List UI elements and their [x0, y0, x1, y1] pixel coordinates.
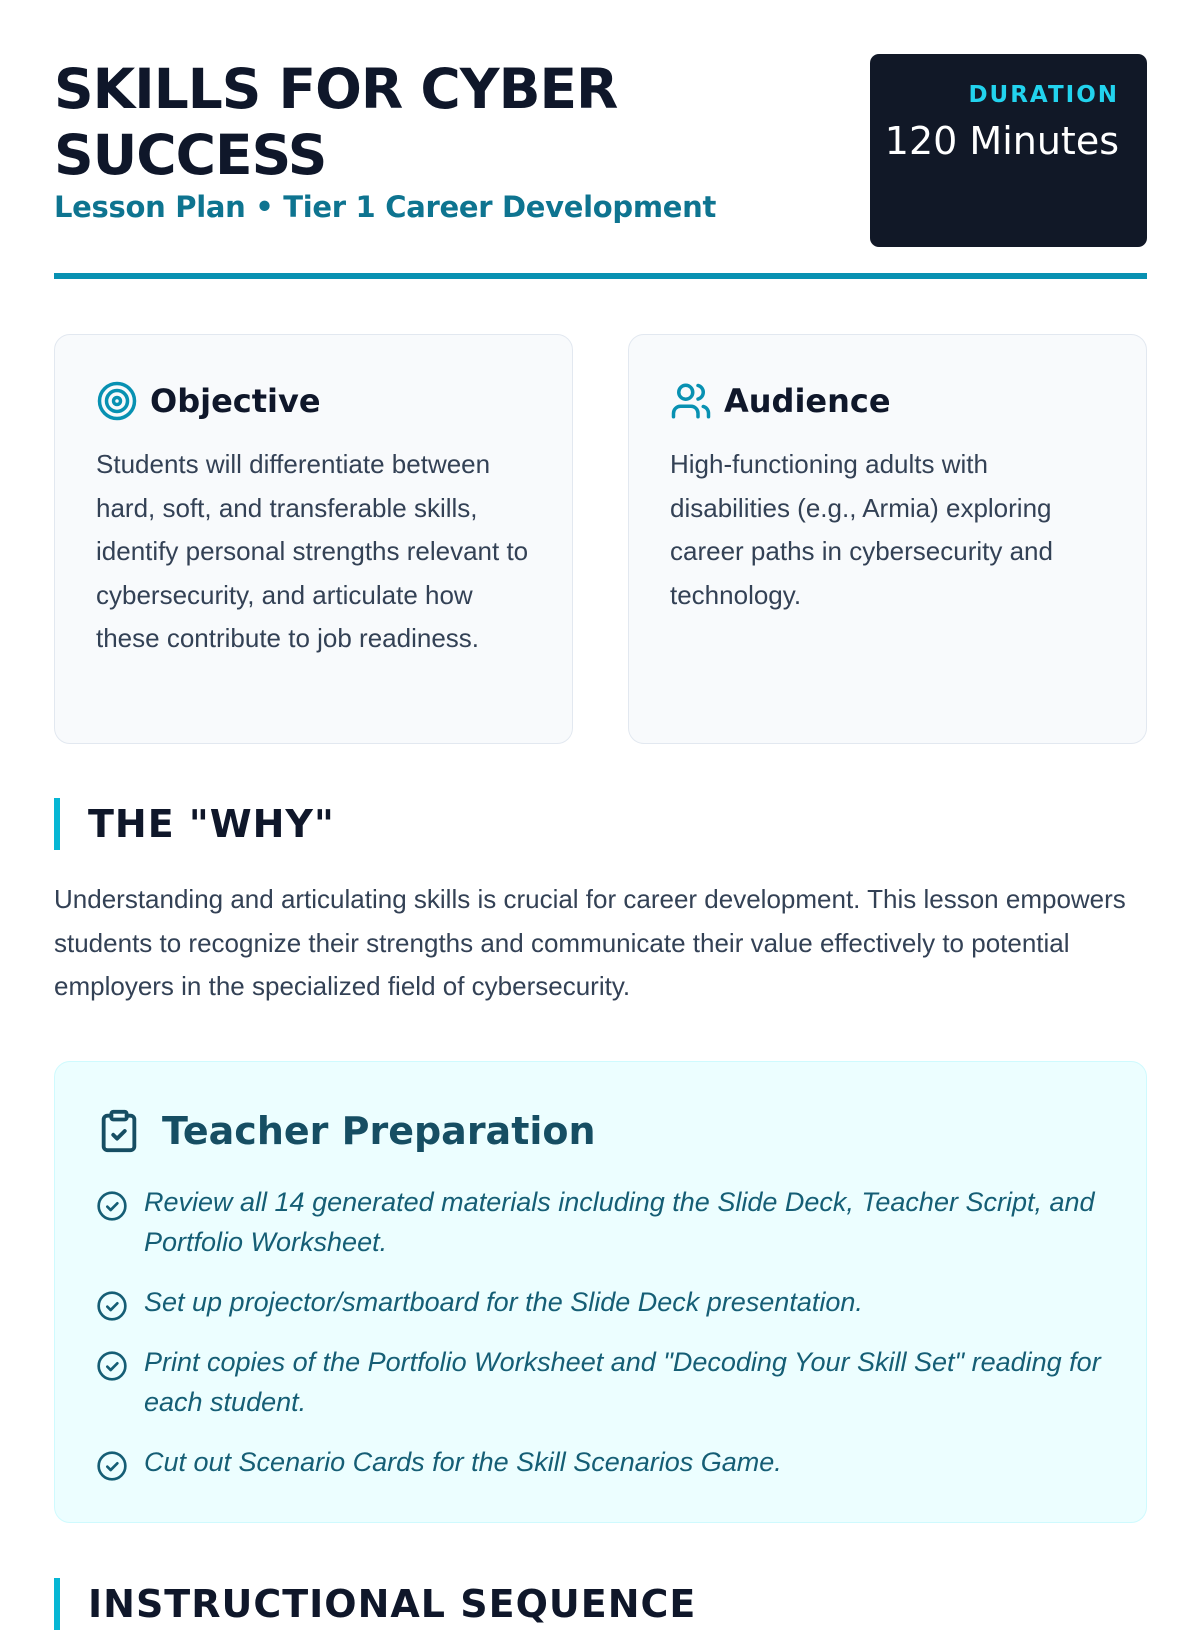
list-item: [96, 1442, 1105, 1482]
sequence-section-header: [54, 1578, 696, 1630]
header-divider: [54, 273, 1147, 279]
list-item: [96, 1182, 1105, 1262]
why-text: Understanding and articulating skills is crucial for career development. This lesson empowers students to recognize their strengths and communicate their value effectively to potential employers in the specialized field of cybersecurity.: [54, 884, 1126, 1001]
prep-item-text: Cut out Scenario Cards for the Skill Scenarios Game.: [144, 1447, 782, 1477]
objective-text: Students will differentiate between hard, soft, and transferable skills, identify personal strengths relevant to cybersecurity, and articulate how these contribute to job readiness.: [96, 449, 529, 653]
prep-item-text: Review all 14 generated materials including the Slide Deck, Teacher Script, and Portfolio Worksheet.: [144, 1187, 1095, 1257]
check-circle-icon: [96, 1290, 128, 1322]
target-icon: [96, 380, 138, 422]
page-title: SKILLS FOR CYBER SUCCESS: [54, 57, 618, 187]
sequence-title: INSTRUCTIONAL SEQUENCE: [88, 1582, 697, 1626]
info-cards: [54, 334, 1147, 744]
list-item: [96, 1342, 1105, 1422]
audience-title: Audience: [724, 382, 891, 420]
objective-title: Objective: [150, 382, 321, 420]
duration-value: 120 Minutes: [884, 119, 1119, 163]
check-circle-icon: [96, 1350, 128, 1382]
objective-card: [54, 334, 573, 744]
list-item: [96, 1282, 1105, 1322]
audience-card-header: [670, 379, 1105, 423]
lesson-plan-page: [54, 0, 1147, 1626]
page-subtitle: Lesson Plan • Tier 1 Career Development: [54, 190, 717, 224]
clipboard-check-icon: [96, 1108, 142, 1154]
prep-item-text: Print copies of the Portfolio Worksheet and "Decoding Your Skill Set" reading for each student.: [144, 1347, 1101, 1417]
users-icon: [670, 380, 712, 422]
why-section-header: [54, 798, 335, 850]
teacher-preparation-header: [96, 1106, 1105, 1156]
audience-card: [628, 334, 1147, 744]
teacher-preparation-title: Teacher Preparation: [162, 1109, 596, 1153]
page-header: [54, 0, 1147, 280]
check-circle-icon: [96, 1450, 128, 1482]
prep-item-text: Set up projector/smartboard for the Slide Deck presentation.: [144, 1287, 863, 1317]
audience-text: High-functioning adults with disabilities (e.g., Armia) exploring career paths in cybersecurity and technology.: [670, 449, 1053, 610]
duration-label: DURATION: [968, 82, 1119, 108]
teacher-preparation-list: [96, 1182, 1105, 1482]
objective-card-header: [96, 379, 531, 423]
why-title: THE "WHY": [88, 802, 335, 846]
check-circle-icon: [96, 1190, 128, 1222]
duration-badge: [870, 54, 1147, 247]
teacher-preparation-box: [54, 1061, 1147, 1523]
